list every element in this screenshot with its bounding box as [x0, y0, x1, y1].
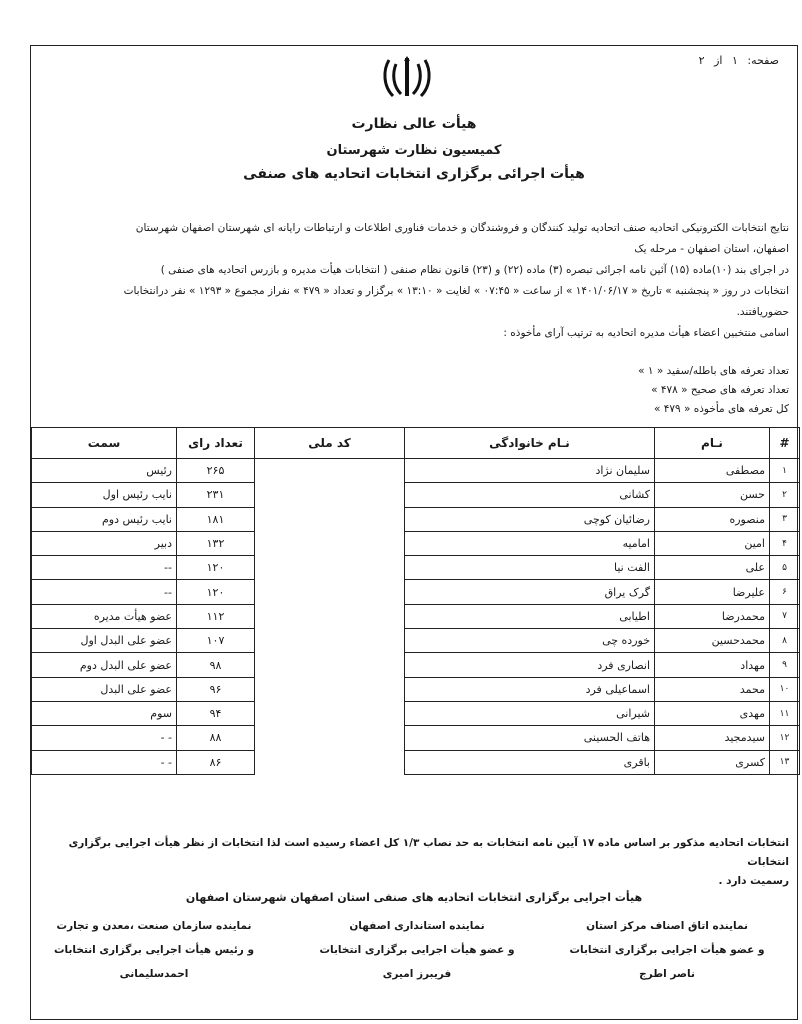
- cell-name: سیدمجید: [655, 726, 770, 750]
- cell-name: علی: [655, 556, 770, 580]
- cell-num: ۵: [770, 556, 800, 580]
- table-row: [32, 653, 800, 677]
- cell-family: شیرانی: [405, 701, 655, 725]
- cell-votes: ۱۰۷: [177, 629, 255, 653]
- cell-name: مهدی: [655, 701, 770, 725]
- footer-title: هیأت اجرایی برگزاری انتخابات اتحادیه های صنفی استان اصفهان شهرستان اصفهان: [185, 891, 643, 904]
- cell-num: ۳: [770, 507, 800, 531]
- cell-votes: ۱۱۲: [177, 604, 255, 628]
- cell-num: ۴: [770, 531, 800, 555]
- cell-code: [255, 556, 405, 580]
- cell-name: منصوره: [655, 507, 770, 531]
- signatory-role: نماینده استانداری اصفهان: [349, 920, 485, 932]
- cell-code: [255, 677, 405, 701]
- results-table: [31, 427, 800, 775]
- invalid-ballots-count: تعداد تعرفه های باطله/سفید « ۱ »: [638, 365, 789, 377]
- cell-votes: ۱۲۰: [177, 556, 255, 580]
- cell-role: عضو هیأت مدیره: [32, 604, 177, 628]
- signatory-role: و رئیس هیأت اجرایی برگزاری انتخابات: [54, 944, 254, 956]
- cell-family: الفت نیا: [405, 556, 655, 580]
- cell-role: نایب رئیس دوم: [32, 507, 177, 531]
- signatory-name: ناصر اطرج: [639, 968, 695, 980]
- document-page: [30, 45, 798, 1020]
- cell-family: اسماعیلی فرد: [405, 677, 655, 701]
- cell-name: علیرضا: [655, 580, 770, 604]
- table-row: [32, 726, 800, 750]
- cell-role: عضو علی البدل اول: [32, 629, 177, 653]
- cell-num: ۶: [770, 580, 800, 604]
- cell-name: کسری: [655, 750, 770, 774]
- signatory-industry-org: [39, 914, 269, 986]
- signatory-guild-chamber: [547, 914, 787, 986]
- page-label: صفحه:: [747, 54, 779, 67]
- cell-name: مصطفی: [655, 459, 770, 483]
- table-row: [32, 677, 800, 701]
- cell-family: امامیه: [405, 531, 655, 555]
- cell-code: [255, 507, 405, 531]
- cell-votes: ۱۳۲: [177, 531, 255, 555]
- cell-code: [255, 726, 405, 750]
- cell-role: - -: [32, 726, 177, 750]
- cell-family: هاتف الحسینی: [405, 726, 655, 750]
- cell-name: امین: [655, 531, 770, 555]
- table-header-row: [32, 428, 800, 459]
- intro-line: در اجرای بند (۱۰)ماده (۱۵) آئین نامه اجرائی تبصره (۳) ماده (۲۲) و (۲۳) قانون نظام صنفی ( انتخابات هیأت مدیره و بازرس اتحادیه های صنفی ): [160, 264, 789, 276]
- col-header-votes: تعداد رای: [177, 428, 255, 459]
- table-row: [32, 556, 800, 580]
- note-line: انتخابات اتحادیه مذکور بر اساس ماده ۱۷ آیین نامه انتخابات به حد نصاب ۱/۳ کل اعضاء رسیده است لذا انتخابات از نظر هیأت اجرایی برگزاری انتخابات: [68, 837, 789, 868]
- cell-num: ۲: [770, 483, 800, 507]
- cell-num: ۱۳: [770, 750, 800, 774]
- col-header-num: #: [770, 428, 800, 459]
- intro-line: اصفهان، استان اصفهان - مرحله یک: [634, 243, 789, 255]
- total-ballots-count: کل تعرفه های مأخوذه « ۴۷۹ »: [653, 403, 789, 415]
- table-row: [32, 701, 800, 725]
- cell-num: ۷: [770, 604, 800, 628]
- table-row: [32, 483, 800, 507]
- cell-name: محمدرضا: [655, 604, 770, 628]
- cell-family: کشانی: [405, 483, 655, 507]
- valid-ballots-count: تعداد تعرفه های صحیح « ۴۷۸ »: [651, 384, 789, 396]
- cell-family: اطیابی: [405, 604, 655, 628]
- cell-num: ۱: [770, 459, 800, 483]
- page-number: [693, 54, 779, 67]
- signatory-governorate: [317, 914, 517, 986]
- page-current: ۱: [731, 54, 738, 67]
- signatory-role: نماینده اتاق اصناف مرکز استان: [586, 920, 748, 932]
- intro-paragraph: [39, 218, 789, 344]
- signatory-name: احمدسلیمانی: [119, 968, 189, 980]
- cell-num: ۱۱: [770, 701, 800, 725]
- page-total: ۲: [698, 54, 705, 67]
- cell-family: گرک یراق: [405, 580, 655, 604]
- cell-code: [255, 580, 405, 604]
- cell-role: سوم: [32, 701, 177, 725]
- intro-line: نتایج انتخابات الکترونیکی اتحادیه صنف اتحادیه تولید کنندگان و فروشندگان و خدمات فناوری اطلاعات و ارتباطات رایانه ای شهرستان اصفهان شهرستان: [135, 222, 789, 234]
- col-header-family: نـام خانوادگی: [405, 428, 655, 459]
- ballot-counts: [638, 362, 789, 419]
- title-city-commission: کمیسیون نظارت شهرستان: [326, 143, 502, 158]
- cell-code: [255, 459, 405, 483]
- table-row: [32, 507, 800, 531]
- table-row: [32, 459, 800, 483]
- cell-role: --: [32, 556, 177, 580]
- col-header-code: کد ملی: [255, 428, 405, 459]
- cell-family: انصاری فرد: [405, 653, 655, 677]
- table-row: [32, 580, 800, 604]
- col-header-name: نـام: [655, 428, 770, 459]
- cell-num: ۸: [770, 629, 800, 653]
- signatory-role: و عضو هیأت اجرایی برگزاری انتخابات: [319, 944, 515, 956]
- cell-name: محمد: [655, 677, 770, 701]
- cell-votes: ۸۸: [177, 726, 255, 750]
- intro-line: اسامی منتخبین اعضاء هیأت مدیره اتحادیه به ترتیب آرای مأخوذه :: [503, 327, 789, 339]
- table-row: [32, 531, 800, 555]
- cell-votes: ۱۲۰: [177, 580, 255, 604]
- cell-num: ۱۲: [770, 726, 800, 750]
- cell-votes: ۹۴: [177, 701, 255, 725]
- title-supervisory-board: هیأت عالی نظارت: [351, 116, 477, 132]
- cell-num: ۱۰: [770, 677, 800, 701]
- cell-code: [255, 604, 405, 628]
- cell-role: عضو علی البدل دوم: [32, 653, 177, 677]
- cell-name: مهداد: [655, 653, 770, 677]
- cell-votes: ۹۸: [177, 653, 255, 677]
- table-row: [32, 604, 800, 628]
- cell-role: دبیر: [32, 531, 177, 555]
- cell-code: [255, 629, 405, 653]
- col-header-role: سمت: [32, 428, 177, 459]
- iran-emblem-icon: [381, 54, 433, 102]
- table-row: [32, 750, 800, 774]
- signatory-role: و عضو هیأت اجرایی برگزاری انتخابات: [569, 944, 765, 956]
- cell-role: عضو علی البدل: [32, 677, 177, 701]
- cell-votes: ۲۳۱: [177, 483, 255, 507]
- signatory-name: فریبرز امیری: [382, 968, 452, 980]
- cell-family: سلیمان نژاد: [405, 459, 655, 483]
- cell-role: نایب رئیس اول: [32, 483, 177, 507]
- cell-name: محمدحسین: [655, 629, 770, 653]
- validity-note: [44, 834, 789, 891]
- cell-code: [255, 750, 405, 774]
- cell-num: ۹: [770, 653, 800, 677]
- cell-code: [255, 653, 405, 677]
- cell-role: --: [32, 580, 177, 604]
- cell-votes: ۲۶۵: [177, 459, 255, 483]
- cell-votes: ۹۶: [177, 677, 255, 701]
- table-row: [32, 629, 800, 653]
- cell-family: رضائیان کوچی: [405, 507, 655, 531]
- cell-name: حسن: [655, 483, 770, 507]
- cell-code: [255, 483, 405, 507]
- signatory-role: نماینده سازمان صنعت ،معدن و تجارت: [56, 920, 252, 932]
- cell-code: [255, 701, 405, 725]
- intro-line: انتخابات در روز « پنجشنبه » تاریخ « ۱۴۰۱/۰۶/۱۷ » از ساعت « ۰۷:۴۵ » لغایت « ۱۳:۱۰ » برگزار و تعداد « ۴۷۹ » نفراز مجموع « ۱۲۹۳ » نفر درانتخابات: [123, 285, 789, 297]
- page-of: از: [714, 54, 723, 67]
- cell-votes: ۸۶: [177, 750, 255, 774]
- cell-code: [255, 531, 405, 555]
- note-line: رسمیت دارد .: [718, 875, 789, 887]
- cell-votes: ۱۸۱: [177, 507, 255, 531]
- cell-role: - -: [32, 750, 177, 774]
- cell-role: رئیس: [32, 459, 177, 483]
- cell-family: باقری: [405, 750, 655, 774]
- cell-family: خورده چی: [405, 629, 655, 653]
- intro-line: حضوریافتند.: [736, 306, 789, 318]
- title-executive-board: هیأت اجرائی برگزاری انتخابات اتحادیه های صنفی: [243, 166, 585, 182]
